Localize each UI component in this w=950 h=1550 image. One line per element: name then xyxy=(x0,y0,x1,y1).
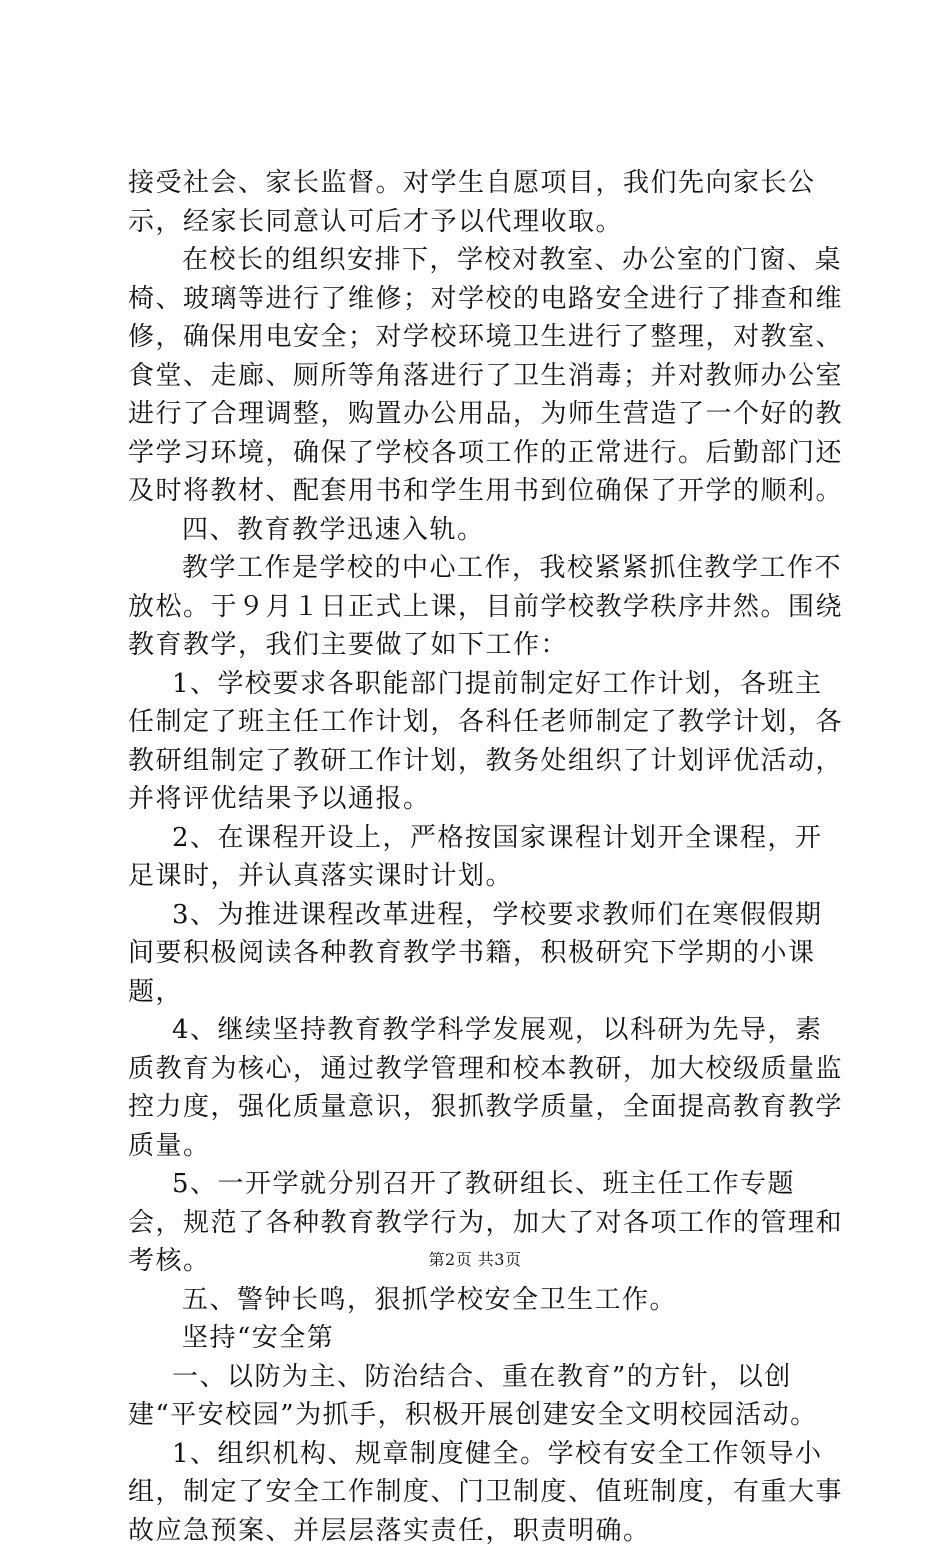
section-heading-safety: 五、警钟长鸣，狠抓学校安全卫生工作。 xyxy=(128,1281,848,1320)
paragraph-teaching-intro: 教学工作是学校的中心工作，我校紧紧抓住教学工作不放松。于９月１日正式上课，目前学校教学秩序井然。围绕教育教学，我们主要做了如下工作： xyxy=(128,549,848,665)
list-item-curriculum: 2、在课程开设上，严格按国家课程计划开全课程，开足课时，并认真落实课时计划。 xyxy=(128,819,848,896)
list-item-plans: 1、学校要求各职能部门提前制定好工作计划，各班主任制定了班主任工作计划，各科任老师制定了教学计划，各教研组制定了教研工作计划，教务处组织了计划评优活动，并将评优结果予以通报。 xyxy=(128,665,848,819)
list-item-meetings: 5、一开学就分别召开了教研组长、班主任工作专题会，规范了各种教育教学行为，加大了对各项工作的管理和考核。 xyxy=(128,1165,848,1281)
paragraph-safety-policy: 一、以防为主、防治结合、重在教育”的方针，以创建“平安校园”为抓手，积极开展创建安全文明校园活动。 xyxy=(128,1358,848,1435)
list-item-reform: 3、为推进课程改革进程，学校要求教师们在寒假假期间要积极阅读各种教育教学书籍，积极研究下学期的小课题， xyxy=(128,896,848,1012)
paragraph-continuation: 接受社会、家长监督。对学生自愿项目，我们先向家长公示，经家长同意认可后才予以代理收取。 xyxy=(128,164,848,241)
paragraph-safety-start: 坚持“安全第 xyxy=(128,1319,848,1358)
paragraph-maintenance: 在校长的组织安排下，学校对教室、办公室的门窗、桌椅、玻璃等进行了维修；对学校的电路安全进行了排查和维修，确保用电安全；对学校环境卫生进行了整理，对教室、食堂、走廊、厕所等角落进行了卫生消毒；并对教师办公室进行了合理调整，购置办公用品，为师生营造了一个好的教学学习环境，确保了学校各项工作的正常进行。后勤部门还及时将教材、配套用书和学生用书到位确保了开学的顺利。 xyxy=(128,241,848,511)
section-heading-teaching: 四、教育教学迅速入轨。 xyxy=(128,511,848,550)
list-item-quality: 4、继续坚持教育教学科学发展观，以科研为先导，素质教育为核心，通过教学管理和校本教研，加大校级质量监控力度，强化质量意识，狠抓教学质量，全面提高教育教学质量。 xyxy=(128,1011,848,1165)
document-body xyxy=(128,164,848,1550)
list-item-organization: 1、组织机构、规章制度健全。学校有安全工作领导小组，制定了安全工作制度、门卫制度、值班制度，有重大事故应急预案、并层层落实责任，职责明确。 xyxy=(128,1435,848,1550)
page-number: 第2页 共3页 xyxy=(0,1247,950,1270)
